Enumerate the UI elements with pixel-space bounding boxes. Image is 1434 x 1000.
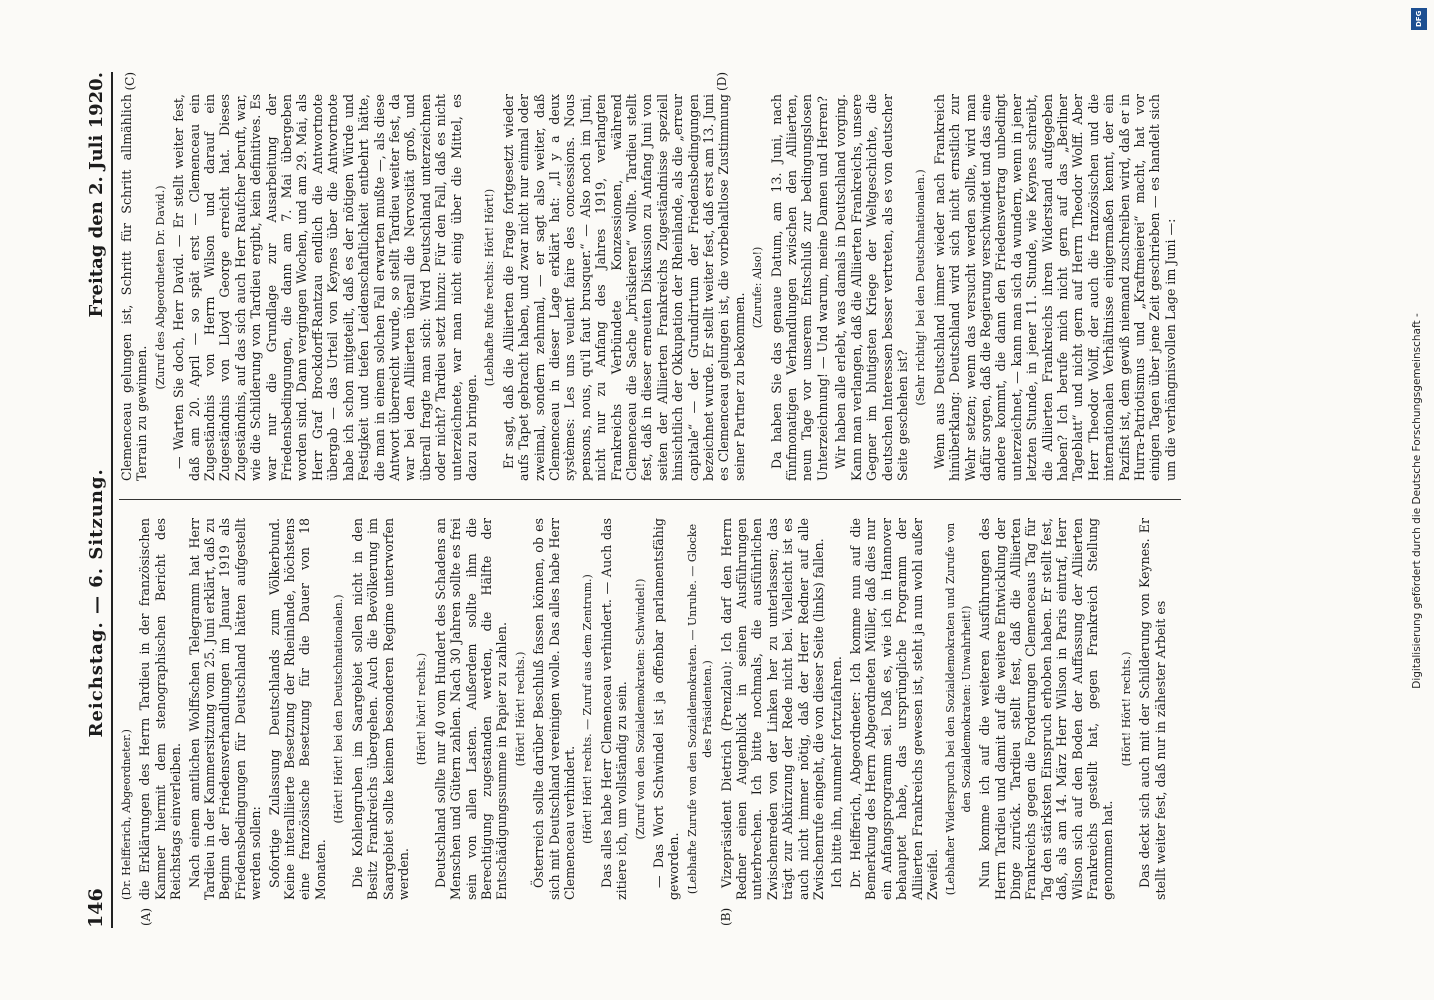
paragraph: die Erklärungen des Herrn Tardieu in der französischen Kammer hiermit dem stenographischen Bericht des Reichstags einverleiben. [137, 518, 184, 900]
interjection: (Lebhafter Widerspruch bei den Sozialdemokraten und Zurufe von den Sozialdemokraten: Unwahrheit!) [944, 522, 973, 896]
paragraph: Die Kohlengruben im Saargebiet sollen nicht in den Besitz Frankreichs übergehen. Auch die Bevölkerung im Saargebiet sollte keinem besonderen Regime unterworfen werden. [349, 518, 411, 900]
page-number: 146 [85, 888, 107, 928]
interjection: (Hört! Hört! rechts.) [1119, 651, 1133, 767]
paragraph: Er sagt, daß die Alliierten die Frage fortgesetzt wieder aufs Tapet gebracht haben, und zwar nicht nur einmal oder zweimal, sondern zehnmal, — er sagt also weiter, daß Clemenceau in dieser Lage erklärt hat: „Il y a deux systèmes: Les uns veulent faire des concessions. Nous pensons, nous, qu'il faut brusquer.“ — Also noch im Juni, nicht nur zu Anfang des Jahres 1919, verlangten Frankreichs Verbündete Konzessionen, während Clemenceau die Sache „brüskieren“ wollte. Tardieu stellt fest, daß in dieser erneuten Diskussion zu Anfang Juni von seiten der Alliierten Frankreichs Zugeständnisse speziell hinsichtlich der Okkupation der Rheinlande, als die „erreur capitale“ — der Grundirrtum der Friedensbedingungen bezeichnet wurde. Er stellt weiter fest, daß erst am 13. Juni es Clemenceau gelungen ist, die vorbehaltlose Zustimmung seiner Partner zu bekommen. [500, 94, 747, 481]
paragraph: Deutschland sollte nur 40 vom Hundert des Schadens an Menschen und Gütern zahlen. Nach 30 Jahren sollte es frei sein von allen Lasten. Außerdem sollte ihm die Berechtigung zugestanden werden, die Hälfte der Entschädigungssumme in Papier zu zahlen. [432, 518, 510, 900]
right-column [119, 72, 1181, 500]
paragraph: — Das Wort Schwindel ist ja offenbar parlamentsfähig geworden. [651, 518, 682, 900]
interjection: (Hört! Hört! rechts. — Zuruf aus dem Zentrum.) [581, 574, 595, 844]
paragraph: Wir haben alle erlebt, was damals in Deutschland vorging. Kann man verlangen, daß die Alliierten Frankreichs, unsere Gegner im blutigsten Kriege der Weltgeschichte, die deutschen Interessen besser vertreten, als es von deutscher Seite geschehen ist? [833, 94, 910, 481]
interjection: (Lebhafte Zurufe von den Sozialdemokraten. — Unruhe. — Glocke des Präsidenten.) [685, 523, 715, 895]
digitization-credit [1406, 6, 1428, 996]
text-columns [119, 72, 1181, 928]
paragraph: Das alles habe Herr Clemenceau verhindert. — Auch das zitiere ich, um vollständig zu sein. [598, 518, 630, 900]
credit-text: Digitalisierung gefördert durch die Deutsche Forschungsgemeinschaft - [1411, 313, 1423, 689]
margin-mark-d: (D) [715, 72, 729, 91]
dfg-logo-icon: DFG [1411, 8, 1427, 30]
interjection: (Hört! Hört! bei den Deutschnationalen.) [332, 594, 346, 824]
left-column [119, 500, 1181, 928]
session-date: Freitag den 2. Juli 1920. [86, 72, 107, 318]
paragraph: Ich bitte ihn, nunmehr fortzufahren. [829, 656, 845, 888]
interjection: (Hört! hört! rechts.) [415, 652, 429, 766]
paragraph: — Warten Sie doch, Herr David. — Er stellt weiter fest, daß am 20. April — so spät erst — Clemenceau ein Zugeständnis von Herrn Wilson und darauf ein Zugeständnis von Lloyd George erreicht hat. Dieses Zugeständnis, auf das sich auch Herr Raufcher beruft, war, wie die Schilderung von Tardieu ergibt, kein definitives. Es war nur die Grundlage zur Ausarbeitung der Friedensbedingungen, die dann am 7. Mai übergeben worden sind. Dann vergingen Wochen, und am 29. Mai, als Herr Graf Brockdorff-Rantzau endlich die Antwortnote übergab — das Urteil von Keynes über die Antwortnote habe ich schon mitgeteilt, daß es der nötigen Würde und Festigkeit und tiefen Leidenschaftlichkeit entbehrt hätte, die man in einem solchen Fall erwarten mußte —, als diese Antwort überreicht wurde, so stellt Tardieu weiter fest, da war bei den Alliierten überall die Nervosität groß, und überall fragte man sich: Wird Deutschland unterzeichnen oder nicht? Tardieu setzt hinzu: Für den Fall, daß es nicht unterzeichnete, war man nicht einig über die Mittel, es dazu zu bringen. [171, 94, 479, 481]
document-page [67, 50, 1367, 950]
paragraph: Clemenceau gelungen ist, Schritt für Schritt allmählich Terrain zu gewinnen. [119, 94, 150, 481]
margin-mark-b: (B) [719, 907, 733, 926]
paragraph: Österreich sollte darüber Beschluß fassen können, ob es sich mit Deutschland vereinigen wolle. Das alles habe Herr Clemenceau verhindert. [531, 518, 577, 900]
paragraph: Da haben Sie das genaue Datum, am 13. Juni, nach fünfmonatigen Verhandlungen zwischen den Alliierten, neun Tage vor unserem Entschluß zur bedingungslosen Unterzeichnung! — Und warum, meine Damen und Herren? [768, 94, 830, 481]
margin-mark-a: (A) [139, 907, 153, 926]
paragraph: Nach einem amtlichen Wolffschen Telegramm hat Herr Tardieu in der Kammersitzung vom 25. Juni erklärt, daß zu Beginn der Friedensverhandlungen im Januar 1919 als Friedensbedingungen für Deutschland hätten aufgestellt werden sollen: [186, 518, 264, 900]
interjection: (Zuruf des Abgeordneten Dr. David.) [153, 185, 167, 390]
interjection: (Lebhafte Rufe rechts: Hört! Hört!) [483, 188, 497, 387]
paragraph: Wenn aus Deutschland immer wieder nach Frankreich hinüberklang: Deutschland wird sich nicht ernstlich zur Wehr setzen; wenn das versucht werden sollte, wird man dafür sorgen, daß die Regierung verschwindet und das eine andere kommt, die dann den Friedensvertrag unbedingt unterzeichnet, — kann man sich da wundern, wenn in jener letzten Stunde, in jener 11. Stunde, wie Keynes schreibt, die Alliierten Frankreichs ihren Widerstand aufgegeben haben? Ich berufe mich nicht gern auf das „Berliner Tageblatt“ und nicht gern auf Herrn Theodor Wolff. Aber Herr Theodor Wolff, der auch die französischen und die internationalen Verhältnisse einigermaßen kennt, der ein Pazifist ist, dem gewiß niemand zuschreiben wird, daß er in Hurra-Patriotismus und „Kraftmeierei“ macht, hat vor einigen Tagen über jene Zeit geschrieben — es handelt sich um die verhängnisvollen Lage im Juni —: [931, 94, 1178, 481]
margin-mark-c: (C) [123, 72, 137, 91]
interjection: (Zurufe: Also!) [751, 246, 765, 329]
running-head: Reichstag. — 6. Sitzung. [86, 468, 107, 738]
paragraph: Das deckt sich auch mit der Schilderung von Keynes. Er stellt weiter fest, daß nur in zähester Arbeit es [1137, 518, 1168, 900]
page-header [85, 72, 113, 928]
interjection: (Zuruf von den Sozialdemokraten: Schwindel!) [633, 578, 647, 840]
interjection: (Hört! Hört! rechts.) [513, 651, 527, 767]
speaker-continuation: (Dr. Helfferich, Abgeordneter.) [120, 729, 133, 900]
paragraph: Vizepräsident Dietrich (Prenzlau): Ich darf den Herrn Redner einen Augenblick in seinen Ausführungen unterbrechen. Ich bitte nochmals, die ausführlichen Zwischenreden von der Linken her zu unterlassen; das trägt zur Abkürzung der Rede nicht bei. Vielleicht ist es auch nicht immer nötig, daß der Herr Redner auf alle Zwischenrufe eingeht, die von dieser Seite (links) fallen. [718, 518, 827, 900]
paragraph: Sofortige Zulassung Deutschlands zum Völkerbund. Keine interalliierte Besetzung der Rheinlande, höchstens eine französische Besetzung für die Dauer von 18 Monaten. [266, 518, 328, 900]
paragraph: Dr. Helfferich, Abgeordneter: Ich komme nun auf die Bemerkung des Herrn Abgeordneten Müller, daß dies nur ein Anfangsprogramm sei. Daß es, wie ich in Hannover behauptet habe, das ursprüngliche Programm der Alliierten Frankreichs gewesen ist, steht ja nun wohl außer Zweifel. [847, 518, 940, 900]
interjection: (Sehr richtig! bei den Deutschnationalen.) [914, 169, 928, 406]
paragraph: Nun komme ich auf die weiteren Ausführungen des Herrn Tardieu und damit auf die weitere Entwicklung der Dinge zurück. Tardieu stellt fest, daß die Alliierten Frankreichs gegen die Forderungen Clemenceaus Tag für Tag den stärksten Einspruch erhoben haben. Er stellt fest, daß, als am 14. März Herr Wilson in Paris eintraf, Herr Wilson sich auf den Boden der Auffassung der Alliierten Frankreichs gestellt hat, gegen Frankreich Stellung genommen hat. [977, 518, 1116, 900]
